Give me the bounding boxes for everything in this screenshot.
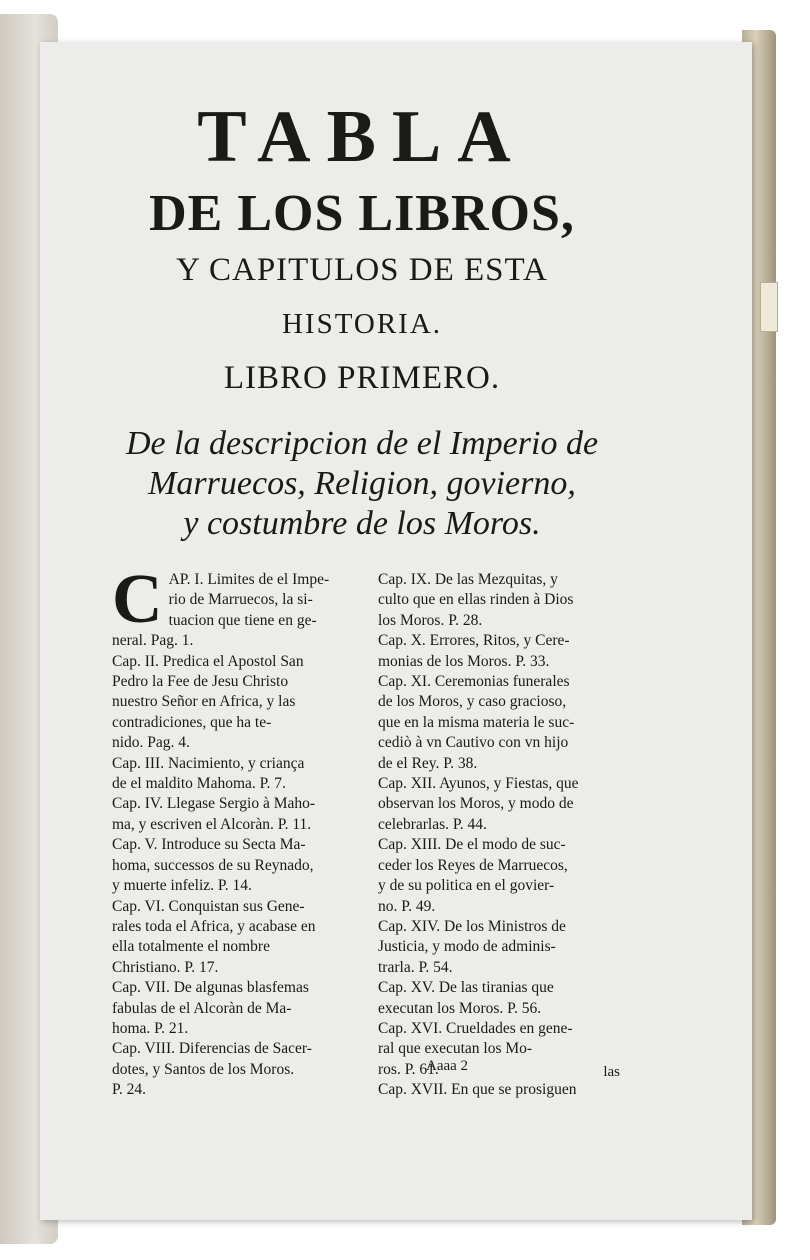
toc-entry bbox=[378, 835, 628, 917]
toc-line: Cap. XI. Ceremonias funerales bbox=[378, 673, 570, 691]
toc-line: Cap. II. Predica el Apostol San bbox=[112, 652, 304, 670]
toc-line: AP. I. Limites de el Impe- bbox=[168, 571, 330, 588]
toc-line: que en la misma materia le suc- bbox=[378, 713, 575, 731]
toc-line: Cap. XVI. Crueldades en gene- bbox=[378, 1019, 573, 1037]
toc-line: monias de los Moros. P. 33. bbox=[378, 652, 550, 670]
toc-line: Cap. VI. Conquistan sus Gene- bbox=[112, 897, 305, 915]
toc-line: Justicia, y modo de adminis- bbox=[378, 938, 556, 956]
toc-line: ella totalmente el nombre bbox=[112, 938, 270, 956]
title-line-4: HISTORIA. bbox=[281, 308, 443, 340]
toc-line: rales toda el Africa, y acabase en bbox=[112, 917, 316, 935]
toc-line: observan los Moros, y modo de bbox=[378, 795, 574, 813]
toc-line: nuestro Señor en Africa, y las bbox=[112, 693, 296, 711]
toc-line: Cap. IX. De las Mezquitas, y bbox=[378, 571, 558, 588]
page-footer bbox=[410, 1058, 620, 1080]
subtitle-line-2: Marruecos, Religion, govierno, bbox=[148, 465, 576, 502]
toc-line: Cap. XVII. En que se prosiguen bbox=[378, 1081, 577, 1099]
toc-line: tuacion que tiene en ge- bbox=[168, 611, 317, 629]
toc-line: nido. Pag. 4. bbox=[112, 734, 190, 752]
left-column bbox=[112, 561, 362, 1101]
catchword: las bbox=[603, 1064, 620, 1080]
toc-line: homa, successos de su Reynado, bbox=[112, 856, 314, 874]
toc-line: fabulas de el Alcoràn de Ma- bbox=[112, 999, 292, 1017]
toc-line: Cap. V. Introduce su Secta Ma- bbox=[112, 836, 306, 854]
toc-line: de el Rey. P. 38. bbox=[378, 754, 478, 772]
toc-entry bbox=[378, 774, 628, 835]
toc-entry bbox=[378, 631, 628, 672]
toc-line: Cap. IV. Llegase Sergio à Maho- bbox=[112, 795, 316, 813]
toc-line: executan los Moros. P. 56. bbox=[378, 999, 542, 1017]
toc-line: trarla. P. 54. bbox=[378, 958, 453, 976]
toc-line: ma, y escriven el Alcoràn. P. 11. bbox=[112, 815, 312, 833]
toc-line: Cap. X. Errores, Ritos, y Cere- bbox=[378, 632, 570, 650]
toc-entry bbox=[112, 835, 362, 896]
book-subtitle bbox=[92, 424, 632, 544]
toc-line: contradiciones, que ha te- bbox=[112, 713, 272, 731]
book-heading: LIBRO PRIMERO. bbox=[223, 360, 501, 396]
toc-line: rio de Marruecos, la si- bbox=[168, 591, 313, 609]
toc-line: Cap. XII. Ayunos, y Fiestas, que bbox=[378, 775, 579, 793]
toc-line: cediò à vn Cautivo con vn hijo bbox=[378, 734, 569, 752]
toc-line: ros. P. 61. bbox=[378, 1060, 439, 1078]
toc-line: Cap. VIII. Diferencias de Sacer- bbox=[112, 1040, 312, 1058]
toc-line: los Moros. P. 28. bbox=[378, 611, 483, 629]
toc-line: culto que en ellas rinden à Dios bbox=[378, 591, 574, 609]
toc-line: homa. P. 21. bbox=[112, 1019, 189, 1037]
right-column bbox=[378, 570, 628, 1101]
toc-entry bbox=[112, 897, 362, 979]
toc-entry bbox=[378, 570, 628, 631]
toc-line: dotes, y Santos de los Moros. bbox=[112, 1060, 295, 1078]
toc-line: P. 24. bbox=[112, 1081, 147, 1099]
toc-line: celebrarlas. P. 44. bbox=[378, 815, 487, 833]
toc-entry bbox=[378, 672, 628, 774]
toc-line: de los Moros, y caso gracioso, bbox=[378, 693, 567, 711]
signature-mark: Aaaa 2 bbox=[426, 1058, 469, 1074]
toc-entry bbox=[112, 1039, 362, 1100]
toc-line: Christiano. P. 17. bbox=[112, 958, 219, 976]
drop-cap: C bbox=[112, 561, 163, 638]
subtitle-line-3: y costumbre de los Moros. bbox=[183, 505, 541, 542]
toc-line: Cap. XV. De las tiranias que bbox=[378, 979, 554, 997]
toc-line: y de su politica en el govier- bbox=[378, 877, 555, 895]
toc-entry bbox=[112, 754, 362, 795]
toc-line: Pedro la Fee de Jesu Christo bbox=[112, 673, 289, 691]
toc-line: ceder los Reyes de Marruecos, bbox=[378, 856, 568, 874]
toc-entry bbox=[112, 652, 362, 754]
toc-entry bbox=[378, 978, 628, 1019]
toc-line: neral. Pag. 1. bbox=[112, 632, 194, 650]
subtitle-line-1: De la descripcion de el Imperio de bbox=[125, 425, 599, 462]
toc-line: Cap. III. Nacimiento, y criança bbox=[112, 754, 305, 772]
toc-line: no. P. 49. bbox=[378, 897, 436, 915]
bookmark-ribbon bbox=[760, 282, 778, 332]
toc-line: Cap. XIV. De los Ministros de bbox=[378, 917, 566, 935]
toc-line: y muerte infeliz. P. 14. bbox=[112, 877, 252, 895]
toc-line: Cap. XIII. De el modo de suc- bbox=[378, 836, 566, 854]
title-line-2: DE LOS LIBROS, bbox=[149, 185, 575, 242]
title-line-3: Y CAPITULOS DE ESTA bbox=[176, 252, 548, 288]
toc-line: de el maldito Mahoma. P. 7. bbox=[112, 775, 286, 793]
page-title: TABLA bbox=[197, 96, 527, 178]
toc-line: Cap. VII. De algunas blasfemas bbox=[112, 979, 309, 997]
toc-entry bbox=[112, 794, 362, 835]
toc-entry bbox=[112, 978, 362, 1039]
toc-line: ral que executan los Mo- bbox=[378, 1040, 533, 1058]
toc-entry bbox=[378, 917, 628, 978]
toc-entry bbox=[378, 1080, 628, 1100]
